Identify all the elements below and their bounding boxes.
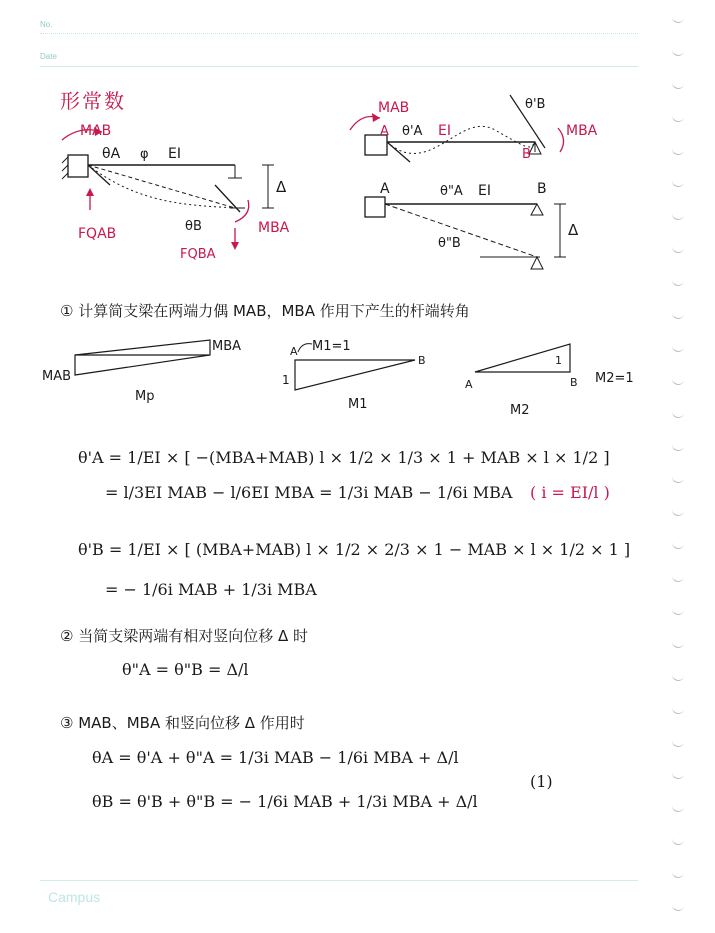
fixed-beam-diagram	[40, 110, 310, 270]
d2-a-label: A	[380, 124, 389, 139]
step2-heading: ② 当简支梁两端有相对竖向位移 Δ 时	[60, 627, 309, 645]
brand-logo: Campus	[48, 889, 101, 905]
m2-a-label: A	[465, 378, 473, 391]
d2-theta-a-label: θ'A	[402, 124, 423, 139]
mp-mba-label: MBA	[212, 339, 242, 354]
step1-heading: ① 计算简支梁在两端力偶 MAB，MBA 作用下产生的杆端转角	[60, 302, 470, 320]
d1-ei-label: EI	[168, 146, 181, 162]
d2-ei-label: EI	[438, 123, 451, 139]
footer-rule	[40, 880, 638, 881]
eq1-note: ( i = EI/l )	[530, 483, 610, 502]
simple-beam-moment-diagram	[340, 90, 620, 170]
eq1-line2: = l/3EI MAB − l/6EI MBA = 1/3i MAB − 1/6i MBA	[105, 483, 513, 502]
d3-ei-label: EI	[478, 183, 491, 199]
d3-theta-b-label: θ"B	[438, 236, 461, 251]
m2-label: M2	[510, 403, 530, 418]
d1-fqba-label: FQBA	[180, 247, 216, 262]
d1-theta-b-label: θB	[185, 219, 202, 234]
d1-mab-label: MAB	[80, 123, 112, 139]
m2-b-label: B	[570, 376, 578, 389]
equation-number: (1)	[530, 772, 553, 791]
d3-a-label: A	[380, 181, 390, 197]
m1-unit-moment: M1=1	[312, 339, 351, 354]
step3-equation-a: θA = θ'A + θ"A = 1/3i MAB − 1/6i MBA + Δ/l	[92, 748, 459, 767]
m1-one-label: 1	[282, 373, 290, 387]
step3-heading: ③ MAB、MBA 和竖向位移 Δ 作用时	[60, 714, 305, 732]
m2-unit-moment: M2=1	[595, 371, 634, 386]
d1-theta-a-label: θA	[102, 146, 121, 162]
m1-b-label: B	[418, 354, 426, 367]
no-label: No.	[40, 20, 53, 29]
d1-mba-label: MBA	[258, 220, 290, 236]
settlement-diagram	[340, 175, 620, 285]
eq2-line2: = − 1/6i MAB + 1/3i MBA	[105, 580, 317, 599]
d2-b-label: B	[522, 147, 531, 162]
d2-mba-label: MBA	[566, 123, 598, 139]
no-rule	[40, 33, 638, 34]
m2-one-label: 1	[555, 354, 562, 367]
mp-mab-label: MAB	[42, 369, 72, 384]
m1-a-label: A	[290, 345, 298, 358]
page-title: 形常数	[60, 89, 126, 113]
moment-diagrams	[40, 330, 660, 420]
ring-binding	[672, 14, 686, 919]
d1-delta-label: Δ	[276, 178, 287, 196]
header-rule	[40, 66, 638, 67]
d2-theta-b-label: θ'B	[525, 97, 546, 112]
d3-theta-a-label: θ"A	[440, 184, 463, 199]
d3-b-label: B	[537, 181, 547, 197]
m1-label: M1	[348, 397, 368, 412]
d1-phi-label: φ	[140, 147, 149, 162]
mp-label: Mp	[135, 389, 155, 404]
eq1-line1: θ'A = 1/EI × [ −(MBA+MAB) l × 1/2 × 1/3 × 1 + MAB × l × 1/2 ]	[78, 448, 610, 467]
d1-fqab-label: FQAB	[78, 226, 117, 242]
eq2-line1: θ'B = 1/EI × [ (MBA+MAB) l × 1/2 × 2/3 × 1 − MAB × l × 1/2 × 1 ]	[78, 540, 631, 559]
step3-equation-b: θB = θ'B + θ"B = − 1/6i MAB + 1/3i MBA + Δ/l	[92, 792, 478, 811]
date-label: Date	[40, 52, 57, 61]
step2-equation: θ"A = θ"B = Δ/l	[122, 660, 249, 679]
d2-mab-label: MAB	[378, 100, 410, 116]
d3-delta-label: Δ	[568, 221, 579, 239]
